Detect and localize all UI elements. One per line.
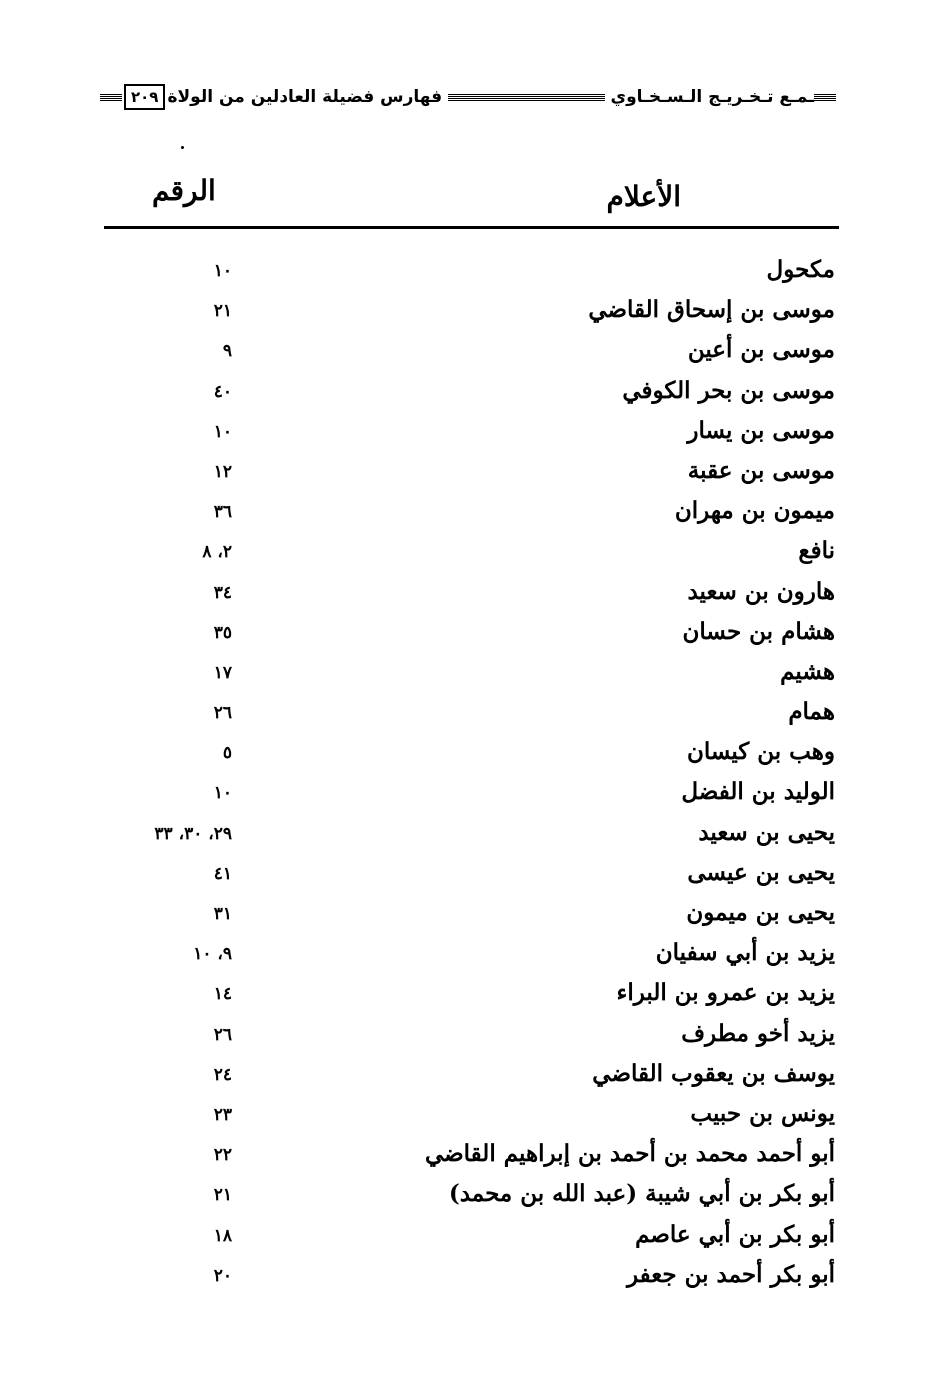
index-entry-row bbox=[100, 1016, 839, 1056]
entry-page-numbers: ٢٣ bbox=[213, 1104, 232, 1125]
entry-name: ميمون بن مهران bbox=[674, 497, 835, 525]
entry-name: يزيد بن عمرو بن البراء bbox=[616, 979, 835, 1007]
entry-page-numbers: ٥ bbox=[222, 743, 232, 764]
index-entry-row bbox=[100, 453, 839, 493]
entry-page-numbers: ٣٤ bbox=[213, 582, 232, 603]
entry-name: وهب بن كيسان bbox=[686, 738, 835, 766]
index-entry-row bbox=[100, 734, 839, 774]
index-entry-row bbox=[100, 1257, 839, 1297]
entry-page-numbers: ٢٠ bbox=[213, 1265, 232, 1286]
entry-name: موسى بن إسحاق القاضي bbox=[588, 296, 835, 324]
entry-name: يحيى بن سعيد bbox=[698, 818, 835, 846]
entry-name: مكحول bbox=[766, 256, 835, 283]
entry-page-numbers: ٢٤ bbox=[213, 1064, 232, 1085]
entry-page-numbers: ٢١ bbox=[213, 1185, 232, 1206]
entry-name: أبو بكر أحمد بن جعفر bbox=[626, 1260, 835, 1288]
entry-page-numbers: ٢، ٨ bbox=[202, 542, 232, 563]
header-rule-right bbox=[814, 94, 836, 101]
index-entry-row bbox=[100, 413, 839, 453]
entry-name: نافع bbox=[798, 537, 835, 565]
entry-page-numbers: ٤٠ bbox=[213, 381, 232, 402]
names-column-header: الأعلام bbox=[606, 180, 681, 213]
index-entry-row bbox=[100, 895, 839, 935]
index-entry-row bbox=[100, 373, 839, 413]
header-rule-middle bbox=[448, 94, 604, 101]
header-rule-left bbox=[100, 94, 122, 101]
entry-page-numbers: ٢٦ bbox=[213, 1024, 232, 1045]
index-entry-row bbox=[100, 654, 839, 694]
entry-page-numbers: ٢٢ bbox=[213, 1145, 232, 1166]
index-entry-row bbox=[100, 614, 839, 654]
entry-name: أبو أحمد محمد بن أحمد بن إبراهيم القاضي bbox=[424, 1140, 835, 1168]
pages-column-header: الرقم bbox=[152, 174, 216, 207]
index-entry-row bbox=[100, 493, 839, 533]
entry-page-numbers: ٢٦ bbox=[213, 703, 232, 724]
entry-page-numbers: ١٢ bbox=[213, 461, 232, 482]
entry-name: يونس بن حبيب bbox=[690, 1099, 835, 1127]
entry-page-numbers: ١٠ bbox=[213, 783, 232, 804]
index-entry-row bbox=[100, 855, 839, 895]
entry-page-numbers: ١٨ bbox=[213, 1225, 232, 1246]
entry-page-numbers: ١٧ bbox=[213, 662, 232, 683]
section-title: فهارس فضيلة العادلين من الولاة bbox=[167, 87, 443, 107]
entry-page-numbers: ٣١ bbox=[213, 904, 232, 924]
index-entry-row bbox=[100, 252, 839, 292]
entry-page-numbers: ١٠ bbox=[213, 261, 232, 281]
entry-name: موسى بن عقبة bbox=[687, 456, 835, 484]
index-entry-row bbox=[100, 1056, 839, 1096]
entry-name: الوليد بن الفضل bbox=[681, 778, 835, 806]
index-list bbox=[100, 252, 839, 1297]
entry-page-numbers: ١٤ bbox=[213, 984, 232, 1005]
index-entry-row bbox=[100, 292, 839, 332]
index-entry-row bbox=[100, 935, 839, 975]
entry-page-numbers: ٢٩، ٣٠، ٣٣ bbox=[154, 823, 232, 844]
entry-name: هارون بن سعيد bbox=[687, 577, 835, 605]
index-entry-row bbox=[100, 694, 839, 734]
running-header bbox=[100, 74, 836, 120]
header-divider bbox=[104, 226, 839, 229]
entry-name: يزيد بن أبي سفيان bbox=[655, 939, 835, 967]
entry-name: أبو بكر بن أبي عاصم bbox=[635, 1220, 835, 1248]
entry-name: يحيى بن ميمون bbox=[686, 899, 835, 926]
index-entry-row bbox=[100, 1217, 839, 1257]
entry-page-numbers: ٤١ bbox=[213, 863, 232, 884]
index-entry-row bbox=[100, 975, 839, 1015]
entry-name: موسى بن بحر الكوفي bbox=[622, 376, 835, 404]
entry-name: موسى بن أعين bbox=[687, 336, 835, 364]
page-number: ٢٠٩ bbox=[124, 84, 165, 110]
entry-name: يزيد أخو مطرف bbox=[681, 1019, 835, 1047]
entry-name: يوسف بن يعقوب القاضي bbox=[592, 1059, 835, 1087]
entry-name: يحيى بن عيسى bbox=[687, 858, 835, 886]
entry-name: هشيم bbox=[780, 657, 835, 685]
entry-page-numbers: ٩، ١٠ bbox=[193, 944, 232, 965]
index-entry-row bbox=[100, 1096, 839, 1136]
index-entry-row bbox=[100, 1136, 839, 1176]
index-entry-row bbox=[100, 815, 839, 855]
entry-page-numbers: ٣٥ bbox=[213, 622, 232, 643]
stray-dot bbox=[181, 146, 184, 149]
entry-page-numbers: ١٠ bbox=[213, 421, 232, 442]
index-entry-row bbox=[100, 774, 839, 814]
entry-name: همام bbox=[788, 698, 835, 726]
entry-page-numbers: ٩ bbox=[222, 341, 232, 362]
index-entry-row bbox=[100, 574, 839, 614]
entry-name: أبو بكر بن أبي شيبة (عبد الله بن محمد) bbox=[448, 1180, 835, 1208]
index-entry-row bbox=[100, 533, 839, 573]
entry-name: موسى بن يسار bbox=[687, 416, 835, 444]
index-entry-row bbox=[100, 1176, 839, 1216]
index-entry-row bbox=[100, 332, 839, 372]
entry-page-numbers: ٣٦ bbox=[213, 502, 232, 523]
entry-name: هشام بن حسان bbox=[682, 617, 835, 645]
book-title: ـمـع تـخـريـج الـسـخـاوي bbox=[610, 87, 814, 107]
entry-page-numbers: ٢١ bbox=[213, 301, 232, 322]
